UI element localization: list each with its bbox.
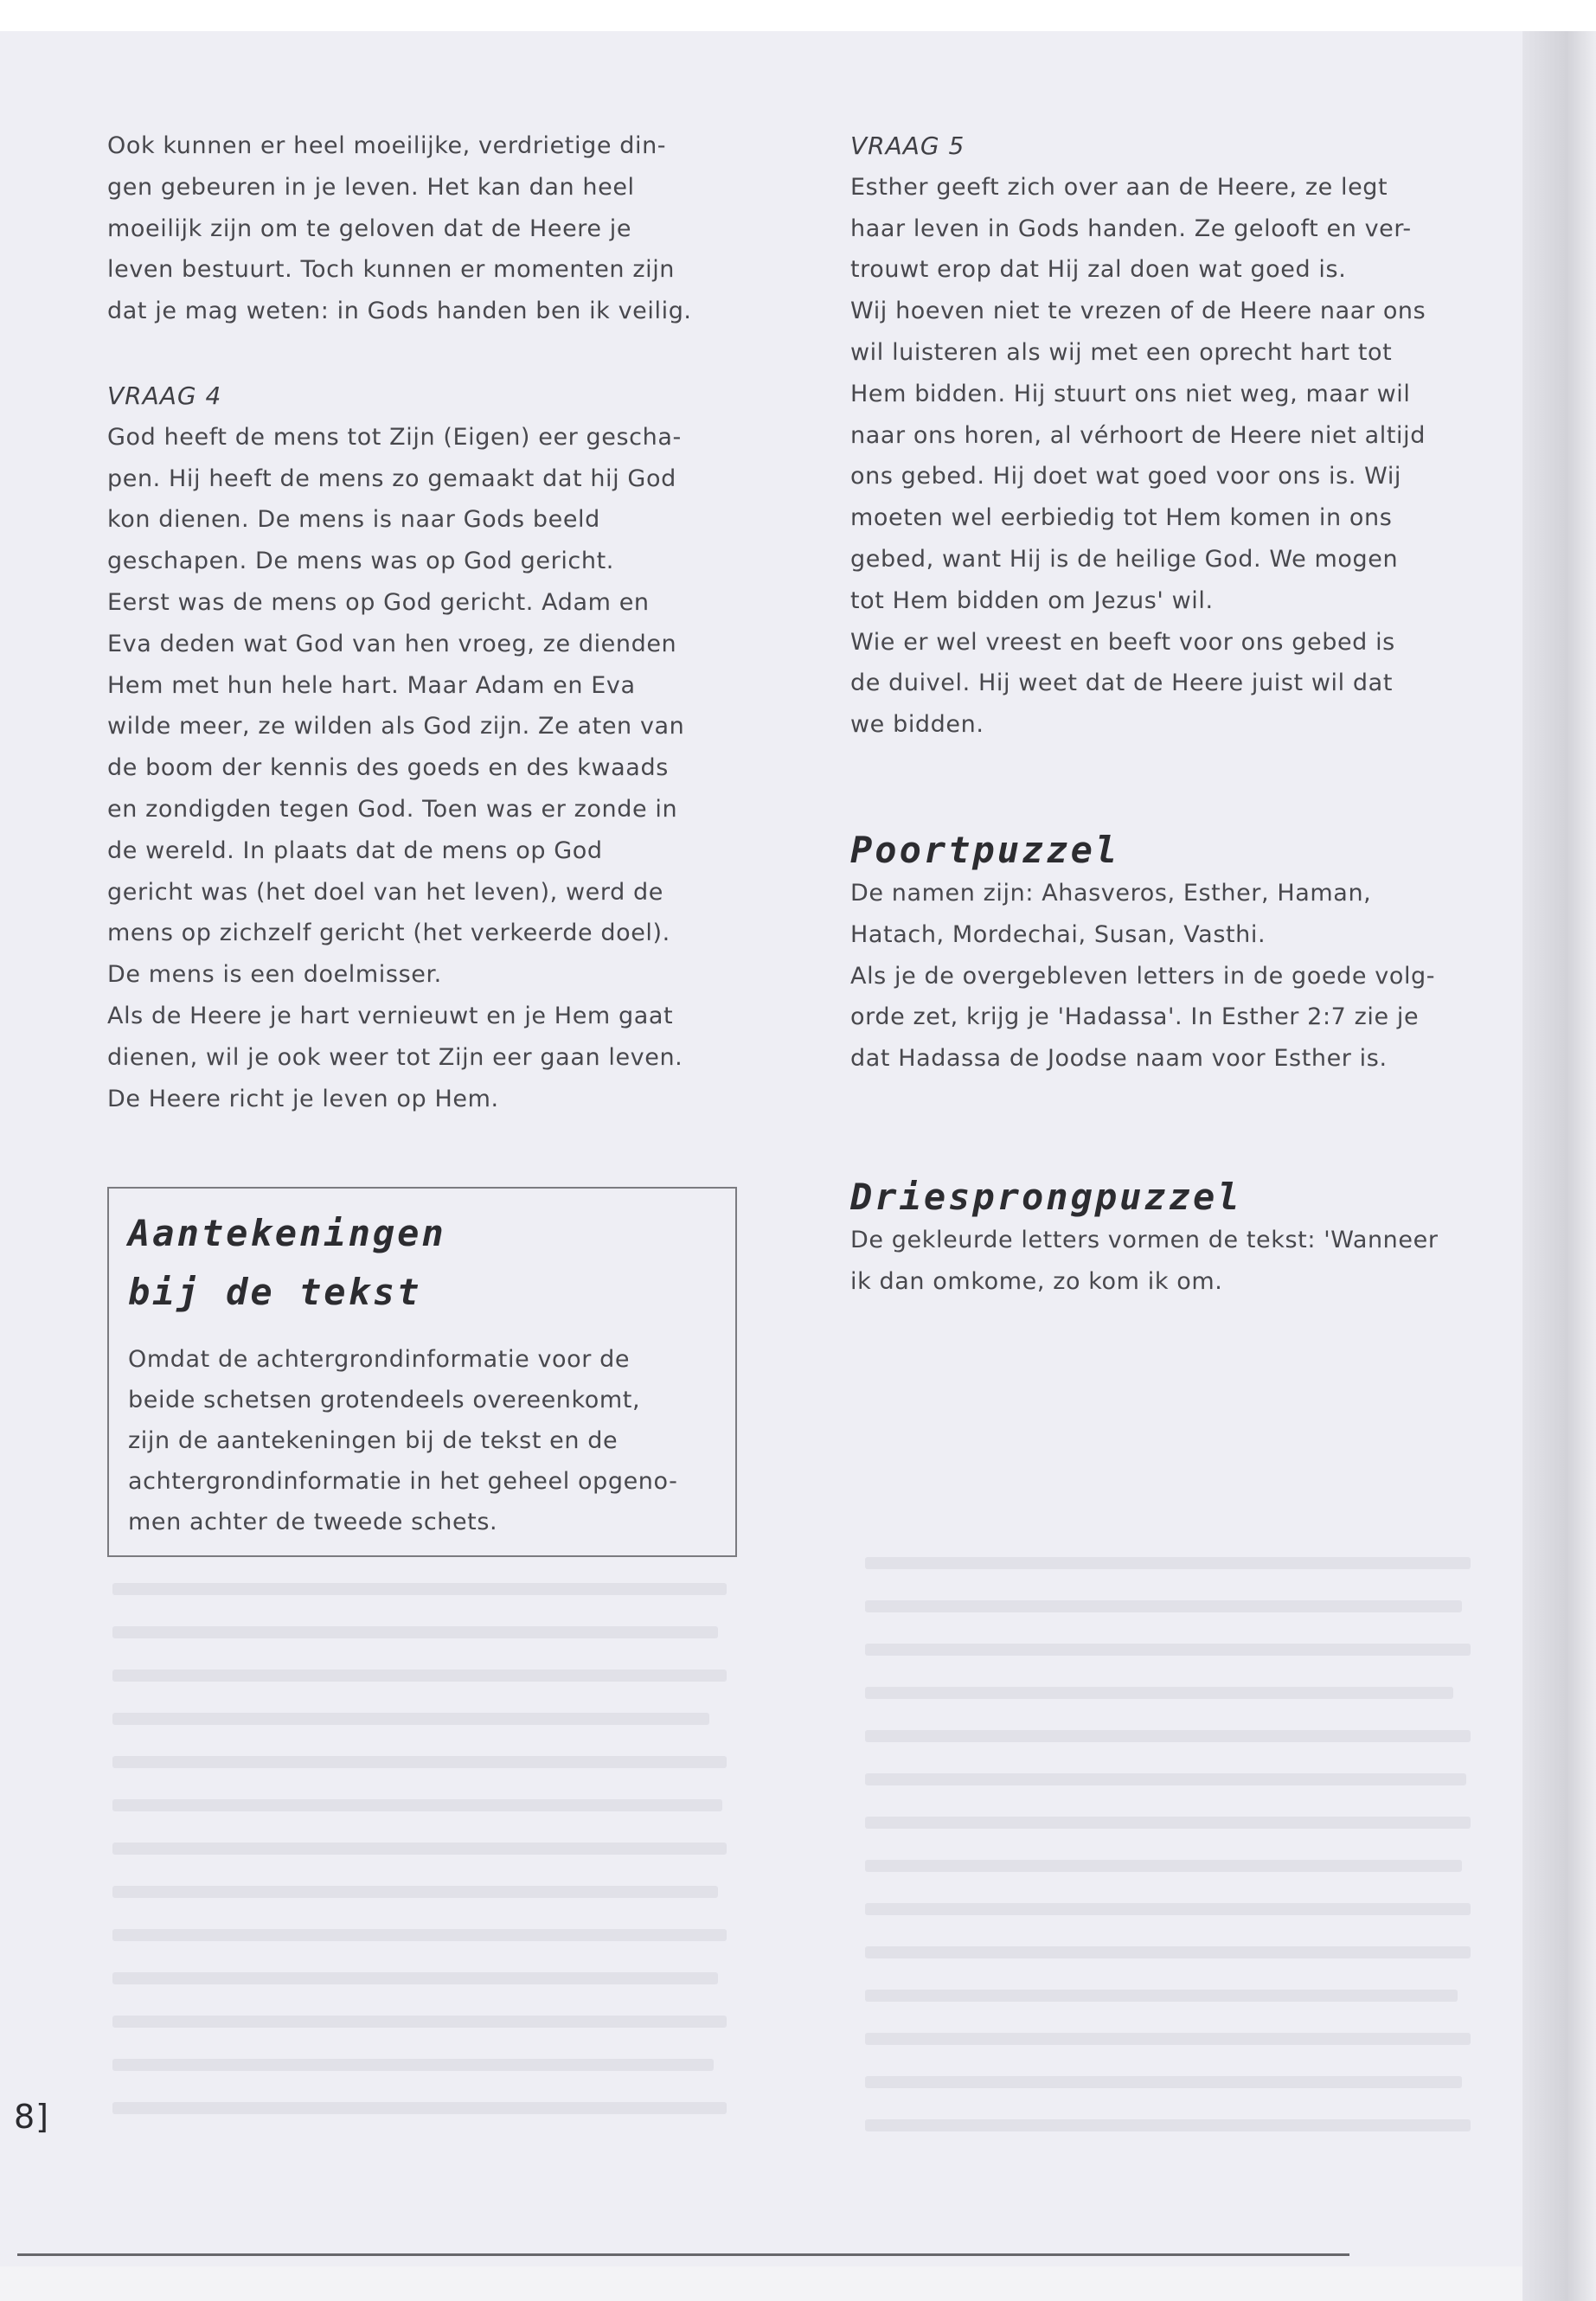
bleed-through-line	[112, 2059, 714, 2071]
bleed-through-line	[112, 1886, 718, 1898]
notes-box-text: Omdat de achtergrondinformatie voor de beide schetsen grotendeels overeenkomt, zijn de aantekeningen bij de tekst en de achtergrondinformatie in het geheel opgeno- men achter de tweede schets.	[128, 1346, 678, 1535]
bleed-through-line	[112, 1713, 709, 1725]
vraag-5-heading: VRAAG 5	[850, 131, 965, 160]
bleed-through-line	[865, 2076, 1462, 2088]
bleed-through-line	[865, 1860, 1462, 1872]
bleed-through-line	[865, 1600, 1462, 1612]
bleed-through-line	[112, 1843, 727, 1855]
bleed-through-line	[865, 1644, 1471, 1656]
driesprongpuzzel-title: Driesprongpuzzel	[850, 1175, 1242, 1218]
vraag-5-answer: Esther geeft zich over aan de Heere, ze legt haar leven in Gods handen. Ze gelooft en ver- trouwt erop dat Hij zal doen wat goed is. Wij hoeven niet te vrezen of de Heere naar ons wil luisteren als wij met een oprecht hart tot Hem bidden. Hij stuurt ons niet weg, maar wil naar ons horen, al vérhoort de Heere niet altijd ons gebed. Hij doet wat goed voor ons is. Wij moeten wel eerbiedig tot Hem komen in ons gebed, want Hij is de heilige God. We mogen tot Hem bidden om Jezus' wil. Wie er wel vreest en beeft voor ons gebed is de duivel. Hij weet dat de Heere juist wil dat we bidden.	[850, 173, 1426, 739]
driesprongpuzzel-answer: De gekleurde letters vormen de tekst: 'Wanneer ik dan omkome, zo kom ik om.	[850, 1226, 1439, 1295]
bleed-through-line	[112, 2016, 727, 2028]
bleed-through-line	[112, 1670, 727, 1682]
bleed-through-line	[112, 1626, 718, 1638]
spacer	[107, 332, 747, 375]
bleed-through-line	[112, 1583, 727, 1595]
bleed-through-line	[865, 2033, 1471, 2045]
bleed-through-line	[865, 1730, 1471, 1742]
page-number: 8]	[14, 2098, 50, 2136]
bleed-through-line	[865, 1557, 1471, 1569]
poortpuzzel-answer: De namen zijn: Ahasveros, Esther, Haman, Hatach, Mordechai, Susan, Vasthi. Als je de overgebleven letters in de goede volg- orde zet, krijg je 'Hadassa'. In Esther 2:7 zie je dat Hadassa de Joodse naam voor Esther is.	[850, 879, 1436, 1073]
vraag-4-heading: VRAAG 4	[107, 381, 222, 410]
right-column	[850, 125, 1490, 1303]
bleed-through-line	[112, 1972, 718, 1984]
scan-top-margin	[0, 0, 1596, 31]
binding-shadow	[1522, 31, 1596, 2301]
vraag-4-answer: God heeft de mens tot Zijn (Eigen) eer gescha- pen. Hij heeft de mens zo gemaakt dat hij God kon dienen. De mens is naar Gods beeld geschapen. De mens was op God gericht. Eerst was de mens op God gericht. Adam en Eva deden wat God van hen vroeg, ze dienden Hem met hun hele hart. Maar Adam en Eva wilde meer, ze wilden als God zijn. Ze aten van de boom der kennis des goeds en des kwaads en zondigden tegen God. Toen was er zonde in de wereld. In plaats dat de mens op God gericht was (het doel van het leven), werd de mens op zichzelf gericht (het verkeerde doel). De mens is een doelmisser. Als de Heere je hart vernieuwt en je Hem gaat dienen, wil je ook weer tot Zijn eer gaan leven. De Heere richt je leven op Hem.	[107, 423, 685, 1112]
bleed-through-line	[112, 1756, 727, 1768]
notes-box	[107, 1187, 737, 1557]
bleed-through-line	[865, 1903, 1471, 1915]
left-column	[107, 125, 747, 1119]
bleed-through-line	[865, 1687, 1453, 1699]
bleed-through-line	[865, 1773, 1466, 1785]
bleed-through-line	[112, 1799, 722, 1811]
intro-paragraph: Ook kunnen er heel moeilijke, verdrietige din- gen gebeuren in je leven. Het kan dan heel moeilijk zijn om te geloven dat de Heere je leven bestuurt. Toch kunnen er momenten zijn dat je mag weten: in Gods handen ben ik veilig.	[107, 132, 692, 325]
bleed-through-line	[865, 1817, 1471, 1829]
bleed-through-line	[865, 1946, 1471, 1958]
notes-box-title: Aantekeningen bij de tekst	[128, 1212, 446, 1313]
spacer	[850, 1080, 1490, 1175]
bleed-through-line	[865, 2119, 1471, 2131]
poortpuzzel-title: Poortpuzzel	[850, 828, 1120, 871]
bleed-through-line	[112, 2102, 727, 2114]
spacer	[850, 746, 1490, 828]
bleed-through-line	[112, 1929, 727, 1941]
bleed-through-line	[865, 1990, 1458, 2002]
bottom-rule	[17, 2253, 1349, 2256]
